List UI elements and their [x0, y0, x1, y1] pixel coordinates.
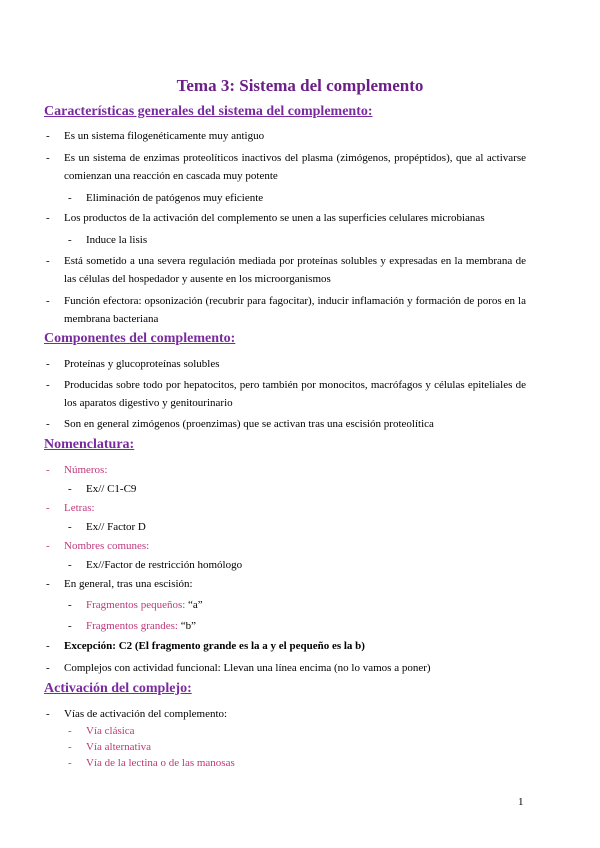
section-heading-nomenclatura: Nomenclatura: [44, 437, 135, 452]
bullet-dash: - [68, 757, 72, 769]
bullet-dash: - [46, 708, 50, 720]
bullet-dash: - [46, 578, 50, 590]
bullet-dash: - [46, 540, 50, 552]
list-item: Vía de la lectina o de las manosas [86, 757, 235, 769]
list-item [86, 596, 526, 614]
list-item: Los productos de la activación del complemento se unen a las superficies celulares microbianas [64, 212, 485, 224]
bullet-dash: - [46, 152, 50, 164]
list-item: Ex//Factor de restricción homólogo [86, 559, 243, 571]
list-item: Vía clásica [86, 725, 135, 737]
fragment-label: Fragmentos grandes: [86, 620, 178, 632]
bullet-dash: - [46, 358, 50, 370]
bullet-dash: - [68, 483, 72, 495]
list-item: Números: [64, 464, 108, 476]
bullet-dash: - [46, 640, 50, 652]
list-item: Complejos con actividad funcional: Llevan una línea encima (no lo vamos a poner) [64, 662, 431, 674]
list-item: Proteínas y glucoproteínas solubles [64, 358, 220, 370]
list-item: Producidas sobre todo por hepatocitos, pero también por monocitos, macrófagos y células epiteliales de los aparatos digestivo y genitourinario [64, 379, 526, 409]
list-item: Está sometido a una severa regulación mediada por proteínas solubles y expresadas en la membrana de las células del hospedador y ausente en los microorganismos [64, 255, 526, 285]
bullet-dash: - [46, 379, 50, 391]
bullet-dash: - [46, 255, 50, 267]
bullet-dash: - [68, 192, 72, 204]
fragment-value: “b” [180, 620, 196, 632]
list-item: Ex// C1-C9 [86, 483, 137, 495]
list-item: Letras: [64, 502, 95, 514]
list-item: Función efectora: opsonización (recubrir para fagocitar), inducir inflamación y formación de poros en la membrana bacteriana [64, 295, 526, 325]
bullet-dash: - [46, 502, 50, 514]
bullet-dash: - [68, 559, 72, 571]
list-item: Ex// Factor D [86, 521, 146, 533]
bullet-dash: - [46, 662, 50, 674]
bullet-dash: - [46, 295, 50, 307]
list-item: Eliminación de patógenos muy eficiente [86, 192, 264, 204]
fragment-value: “a” [188, 599, 203, 611]
bullet-dash: - [68, 741, 72, 753]
list-item: Vías de activación del complemento: [64, 708, 228, 720]
page-title: Tema 3: Sistema del complemento [176, 76, 424, 95]
bullet-dash: - [68, 599, 72, 611]
bullet-dash: - [68, 620, 72, 632]
section-heading-componentes: Componentes del complemento: [44, 331, 236, 346]
list-item: Nombres comunes: [64, 540, 150, 552]
page-number: 1 [518, 796, 524, 808]
list-item: En general, tras una escisión: [64, 578, 193, 590]
list-item: Excepción: C2 (El fragmento grande es la a y el pequeño es la b) [64, 640, 365, 652]
list-item: Induce la lisis [86, 234, 148, 246]
bullet-dash: - [46, 130, 50, 142]
bullet-dash: - [46, 212, 50, 224]
list-item: Vía alternativa [86, 741, 152, 753]
section-heading-activacion: Activación del complejo: [44, 681, 192, 696]
bullet-dash: - [68, 725, 72, 737]
list-item: Es un sistema filogenéticamente muy antiguo [64, 130, 265, 142]
list-item: Es un sistema de enzimas proteolíticos inactivos del plasma (zimógenos, propéptidos), que al activarse comienzan una reacción en cascada muy potente [64, 152, 526, 182]
bullet-dash: - [68, 521, 72, 533]
bullet-dash: - [68, 234, 72, 246]
bullet-dash: - [46, 418, 50, 430]
list-item [86, 617, 526, 635]
list-item: Son en general zimógenos (proenzimas) que se activan tras una escisión proteolítica [64, 418, 434, 430]
section-heading-caracteristicas: Características generales del sistema del complemento: [44, 104, 373, 119]
fragment-label: Fragmentos pequeños: [86, 599, 186, 611]
bullet-dash: - [46, 464, 50, 476]
